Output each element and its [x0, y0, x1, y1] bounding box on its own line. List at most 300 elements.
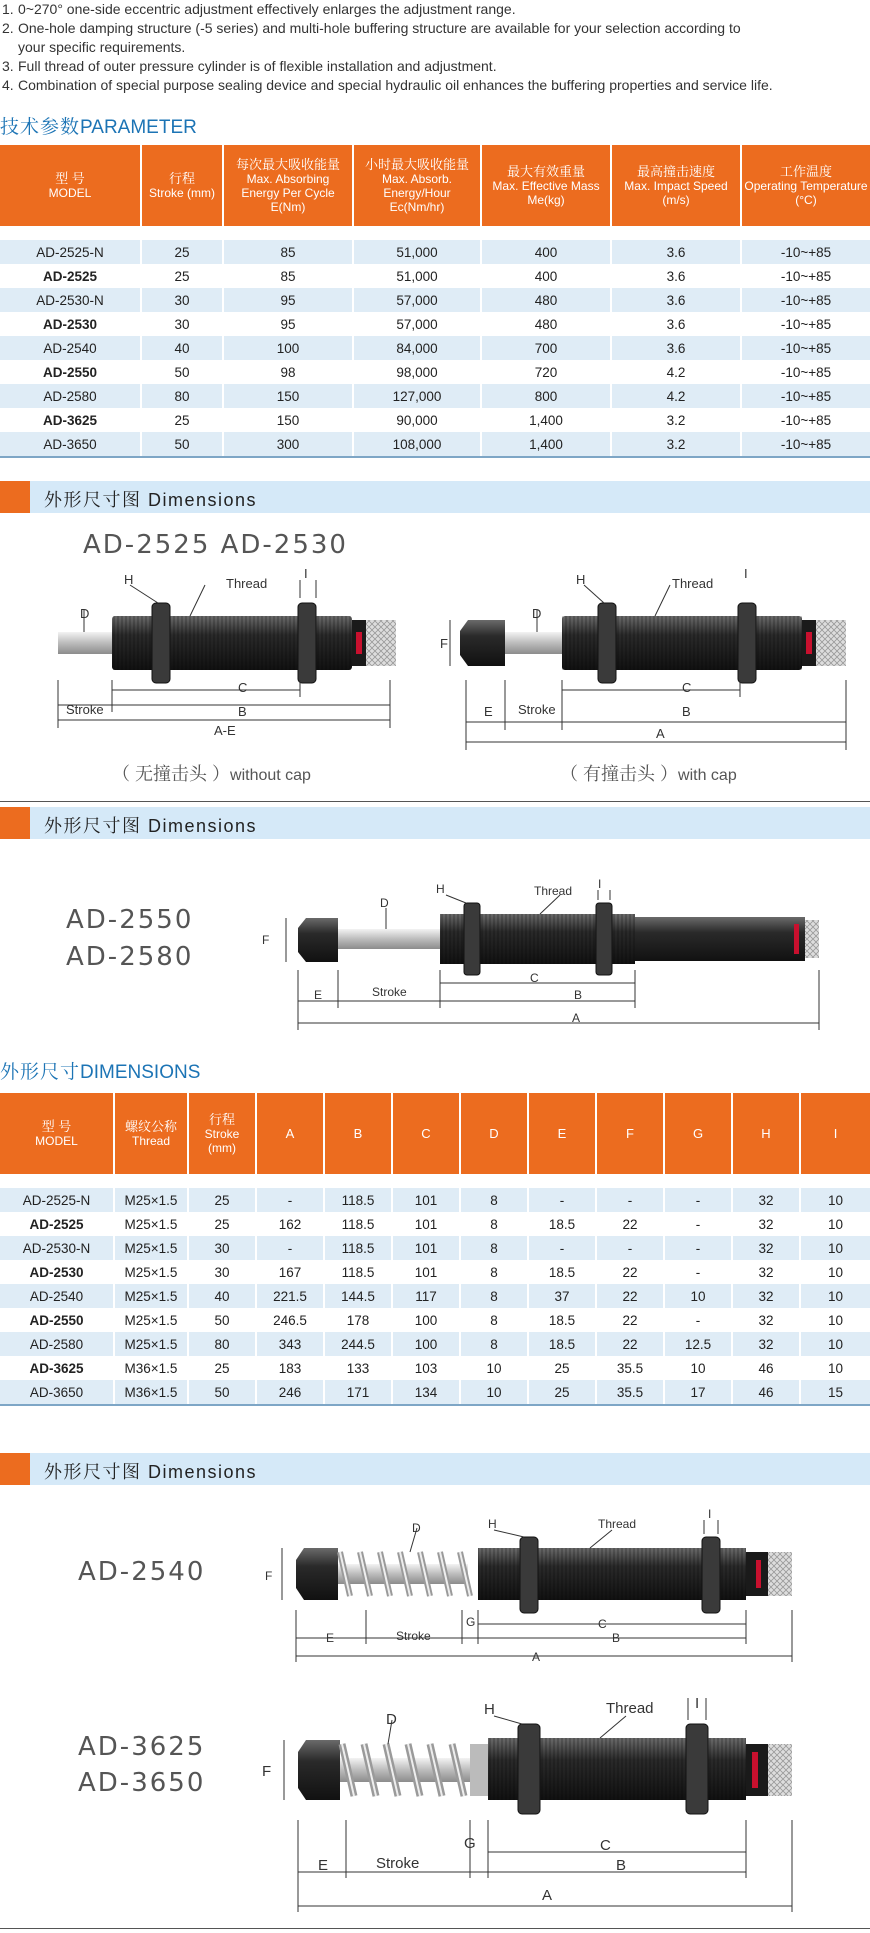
caption-without-cap-zh: （ 无撞击头 ） [112, 764, 231, 784]
column-header [528, 1093, 596, 1174]
feature-item [0, 57, 870, 76]
table-cell: 84,000 [353, 336, 481, 360]
column-header-en: MODEL [35, 1133, 78, 1148]
table-cell: 32 [732, 1236, 800, 1260]
label-f: F [265, 1569, 273, 1583]
table-cell: 244.5 [324, 1332, 392, 1356]
column-header [664, 1093, 732, 1174]
label-b: B [612, 1631, 621, 1645]
dimensions-band-label: 外形尺寸图 Dimensions [44, 1462, 258, 1482]
table-cell: 10 [800, 1284, 870, 1308]
label-i: I [598, 877, 602, 891]
label-a: A [542, 1887, 553, 1904]
table-cell: 10 [460, 1380, 528, 1405]
feature-list [0, 0, 870, 95]
table-cell: 12.5 [664, 1332, 732, 1356]
label-c: C [600, 1837, 611, 1854]
label-b: B [616, 1857, 627, 1874]
table-cell: 32 [732, 1332, 800, 1356]
table-cell: 95 [223, 312, 353, 336]
table-cell: 85 [223, 264, 353, 288]
table-cell: 100 [392, 1308, 460, 1332]
table-cell: 30 [188, 1236, 256, 1260]
table-cell: AD-2525 [0, 1212, 114, 1236]
table-cell: 50 [141, 360, 223, 384]
table-cell: AD-3650 [0, 432, 141, 457]
caption-without-cap-en: without cap [230, 767, 311, 784]
table-cell: 117 [392, 1284, 460, 1308]
table-cell: 150 [223, 408, 353, 432]
table-cell: 32 [732, 1212, 800, 1236]
table-cell: 25 [188, 1212, 256, 1236]
table-cell: - [664, 1308, 732, 1332]
table-cell: -10~+85 [741, 384, 870, 408]
table-row [0, 360, 870, 384]
parameter-title-zh: 技术参数 [0, 117, 81, 138]
table-row [0, 1284, 870, 1308]
table-cell: 32 [732, 1260, 800, 1284]
column-header [460, 1093, 528, 1174]
table-cell: 22 [596, 1332, 664, 1356]
dimensions-band-3 [0, 1453, 870, 1485]
table-cell: 3.6 [611, 264, 741, 288]
table-row [0, 408, 870, 432]
table-cell: -10~+85 [741, 360, 870, 384]
dimensions-band-label: 外形尺寸图 Dimensions [44, 490, 258, 510]
feature-item [0, 76, 870, 95]
table-row [0, 1332, 870, 1356]
table-cell: M25×1.5 [114, 1188, 188, 1212]
table-cell: 162 [256, 1212, 324, 1236]
table-cell: 127,000 [353, 384, 481, 408]
dimensions-title [0, 1057, 200, 1084]
table-cell: - [256, 1236, 324, 1260]
table-cell: - [256, 1188, 324, 1212]
label-b: B [682, 704, 691, 719]
table-cell: 183 [256, 1356, 324, 1380]
column-header-zh: 工作温度 [779, 163, 832, 179]
table-cell: 22 [596, 1284, 664, 1308]
table-cell: 10 [800, 1332, 870, 1356]
table-cell: M36×1.5 [114, 1380, 188, 1405]
table-cell: 30 [188, 1260, 256, 1284]
table-cell: 22 [596, 1260, 664, 1284]
table-cell: 480 [481, 288, 611, 312]
table-cell: M25×1.5 [114, 1236, 188, 1260]
table-row [0, 1212, 870, 1236]
table-cell: 25 [188, 1356, 256, 1380]
feature-text: Full thread of outer pressure cylinder is of flexible installation and adjustment. [18, 58, 497, 74]
table-cell: 720 [481, 360, 611, 384]
shock-with-cap [460, 603, 846, 683]
table-cell: 246 [256, 1380, 324, 1405]
table-cell: 144.5 [324, 1284, 392, 1308]
table-cell: 1,400 [481, 408, 611, 432]
column-header-zh: 行程 [208, 1111, 235, 1127]
table-cell: 101 [392, 1188, 460, 1212]
table-cell: 10 [460, 1356, 528, 1380]
table-row [0, 1308, 870, 1332]
column-header-en: Max. Absorbing Energy Per Cycle E(Nm) [241, 171, 335, 214]
label-e: E [484, 704, 493, 719]
label-i: I [744, 566, 748, 581]
table-cell: 108,000 [353, 432, 481, 457]
label-thread: Thread [606, 1700, 654, 1717]
table-cell: -10~+85 [741, 288, 870, 312]
label-g: G [464, 1835, 476, 1852]
table-cell: 800 [481, 384, 611, 408]
diagram-ad2550-2580 [0, 875, 870, 1035]
table-cell: AD-3625 [0, 408, 141, 432]
feature-number: 1. [2, 1, 14, 17]
table-cell: AD-3650 [0, 1380, 114, 1405]
column-header-en: C [421, 1125, 431, 1141]
table-cell: 4.2 [611, 384, 741, 408]
table-cell: - [596, 1188, 664, 1212]
table-cell: AD-2525 [0, 264, 141, 288]
table-cell: 101 [392, 1260, 460, 1284]
table-cell: 8 [460, 1332, 528, 1356]
table-cell: 30 [141, 288, 223, 312]
column-header-zh: 每次最大吸收能量 [235, 156, 340, 172]
band-marker [0, 481, 30, 513]
label-c: C [238, 680, 248, 695]
table-cell: 85 [223, 240, 353, 264]
label-stroke: Stroke [66, 702, 104, 717]
column-header-en: I [833, 1125, 838, 1141]
column-header [141, 145, 223, 226]
column-header-en: D [489, 1125, 499, 1141]
table-row [0, 432, 870, 457]
table-cell: AD-2525-N [0, 1188, 114, 1212]
table-cell: AD-2540 [0, 336, 141, 360]
table-cell: 37 [528, 1284, 596, 1308]
table-cell: -10~+85 [741, 240, 870, 264]
label-ae: A-E [214, 723, 236, 738]
table-cell: AD-2530-N [0, 288, 141, 312]
table-cell: 118.5 [324, 1236, 392, 1260]
column-header [188, 1093, 256, 1174]
label-a: A [532, 1650, 541, 1664]
label-thread: Thread [598, 1517, 637, 1531]
feature-item [0, 19, 870, 38]
column-header [353, 145, 481, 226]
label-h: H [484, 1701, 495, 1718]
caption-without-cap [112, 760, 311, 786]
label-i: I [695, 1695, 700, 1712]
table-cell: 32 [732, 1188, 800, 1212]
table-cell: 25 [141, 408, 223, 432]
dimensions-table [0, 1093, 870, 1406]
table-cell: 18.5 [528, 1308, 596, 1332]
label-f: F [440, 636, 448, 651]
table-cell: -10~+85 [741, 336, 870, 360]
table-cell: 25 [528, 1356, 596, 1380]
table-cell: 118.5 [324, 1212, 392, 1236]
feature-item [0, 38, 870, 57]
table-cell: 246.5 [256, 1308, 324, 1332]
table-cell: 8 [460, 1236, 528, 1260]
table-cell: 133 [324, 1356, 392, 1380]
label-thread: Thread [226, 576, 268, 591]
table-cell: 8 [460, 1260, 528, 1284]
dimensions-band-2 [0, 807, 870, 839]
table-cell: - [596, 1236, 664, 1260]
table-cell: 118.5 [324, 1260, 392, 1284]
table-cell: -10~+85 [741, 312, 870, 336]
table-row [0, 264, 870, 288]
table-cell: 80 [188, 1332, 256, 1356]
label-h: H [488, 1517, 497, 1531]
column-header [611, 145, 741, 226]
table-cell: 3.2 [611, 432, 741, 457]
table-cell: 40 [141, 336, 223, 360]
table-cell: 25 [141, 264, 223, 288]
shock-without-cap [58, 603, 396, 683]
table-cell: -10~+85 [741, 264, 870, 288]
table-cell: 51,000 [353, 240, 481, 264]
diagram4-model2: AD-3650 [78, 1768, 206, 1798]
table-cell: 95 [223, 288, 353, 312]
table-cell: 103 [392, 1356, 460, 1380]
column-header [0, 145, 141, 226]
table-row [0, 1356, 870, 1380]
column-header-en: E [557, 1125, 567, 1141]
label-c: C [530, 971, 539, 985]
table-cell: 8 [460, 1188, 528, 1212]
caption-with-cap-zh: （ 有撞击头 ） [560, 764, 679, 784]
table-cell: 18.5 [528, 1260, 596, 1284]
table-cell: 98 [223, 360, 353, 384]
label-e: E [326, 1631, 335, 1645]
table-cell: M25×1.5 [114, 1284, 188, 1308]
feature-text: your specific requirements. [18, 39, 186, 55]
table-cell: 343 [256, 1332, 324, 1356]
column-header [223, 145, 353, 226]
table-cell: - [664, 1236, 732, 1260]
table-cell: 4.2 [611, 360, 741, 384]
table-cell: 18.5 [528, 1212, 596, 1236]
diagram4-model1: AD-3625 [78, 1732, 206, 1762]
column-header-en: Max. Effective Mass Me(kg) [492, 178, 600, 207]
table-cell: 8 [460, 1212, 528, 1236]
column-header-en: A [285, 1125, 295, 1141]
table-cell: 8 [460, 1284, 528, 1308]
table-cell: 10 [800, 1356, 870, 1380]
table-cell: 35.5 [596, 1356, 664, 1380]
feature-item [0, 0, 870, 19]
table-cell: 10 [800, 1188, 870, 1212]
table-cell: 50 [188, 1380, 256, 1405]
label-thread: Thread [672, 576, 714, 591]
caption-with-cap [560, 760, 737, 786]
diagram3-model: AD-2540 [78, 1557, 206, 1587]
table-cell: 700 [481, 336, 611, 360]
table-cell: 32 [732, 1284, 800, 1308]
table-cell: 150 [223, 384, 353, 408]
label-h: H [124, 572, 134, 587]
column-header-en: H [761, 1125, 771, 1141]
label-a: A [572, 1011, 581, 1025]
table-cell: 35.5 [596, 1380, 664, 1405]
table-cell: 134 [392, 1380, 460, 1405]
table-cell: AD-2525-N [0, 240, 141, 264]
column-header [596, 1093, 664, 1174]
table-cell: 221.5 [256, 1284, 324, 1308]
table-cell: 90,000 [353, 408, 481, 432]
table-cell: 400 [481, 240, 611, 264]
table-cell: 3.6 [611, 336, 741, 360]
label-stroke: Stroke [396, 1629, 431, 1643]
label-c: C [598, 1617, 607, 1631]
column-header-en: G [692, 1125, 704, 1141]
table-cell: AD-2580 [0, 384, 141, 408]
label-c: C [682, 680, 692, 695]
table-cell: M25×1.5 [114, 1260, 188, 1284]
table-cell: 40 [188, 1284, 256, 1308]
table-cell: 57,000 [353, 288, 481, 312]
label-b: B [238, 704, 247, 719]
column-header-en: F [626, 1125, 634, 1141]
table-cell: 10 [800, 1236, 870, 1260]
table-cell: 32 [732, 1308, 800, 1332]
feature-number: 4. [2, 77, 14, 93]
column-header [256, 1093, 324, 1174]
table-cell: 25 [188, 1188, 256, 1212]
table-cell: 1,400 [481, 432, 611, 457]
table-cell: 101 [392, 1212, 460, 1236]
shock-2550 [298, 903, 819, 975]
label-stroke: Stroke [372, 985, 407, 999]
table-cell: AD-2550 [0, 1308, 114, 1332]
column-header-zh: 型 号 [55, 170, 85, 186]
diagram-ad2525-2530 [0, 560, 870, 760]
column-header-en: Thread [131, 1133, 171, 1148]
table-cell: 300 [223, 432, 353, 457]
label-h: H [436, 882, 445, 896]
table-cell: M25×1.5 [114, 1308, 188, 1332]
label-d: D [80, 606, 90, 621]
table-cell: M25×1.5 [114, 1332, 188, 1356]
table-cell: 50 [141, 432, 223, 457]
table-row [0, 312, 870, 336]
column-header-zh: 螺纹公称 [124, 1118, 177, 1134]
table-row [0, 1236, 870, 1260]
diagram1-models: AD-2525 AD-2530 [83, 530, 348, 560]
band-marker [0, 807, 30, 839]
table-cell: 171 [324, 1380, 392, 1405]
table-cell: 167 [256, 1260, 324, 1284]
table-cell: 118.5 [324, 1188, 392, 1212]
table-cell: M36×1.5 [114, 1356, 188, 1380]
table-cell: 3.2 [611, 408, 741, 432]
table-cell: AD-2550 [0, 360, 141, 384]
table-cell: -10~+85 [741, 408, 870, 432]
table-cell: 100 [392, 1332, 460, 1356]
label-d: D [380, 896, 389, 910]
label-stroke: Stroke [376, 1855, 420, 1872]
table-cell: 25 [528, 1380, 596, 1405]
column-header [324, 1093, 392, 1174]
table-cell: - [528, 1188, 596, 1212]
column-header-en: Stroke (mm) [149, 185, 215, 200]
table-cell: - [664, 1260, 732, 1284]
label-stroke: Stroke [518, 702, 556, 717]
label-f: F [262, 933, 270, 947]
label-e: E [314, 988, 323, 1002]
table-cell: -10~+85 [741, 432, 870, 457]
table-cell: AD-2540 [0, 1284, 114, 1308]
table-cell: 17 [664, 1380, 732, 1405]
parameter-title [0, 112, 197, 139]
table-cell: 22 [596, 1212, 664, 1236]
table-cell: AD-2530 [0, 1260, 114, 1284]
feature-text: Combination of special purpose sealing device and special hydraulic oil enhances the buffering properties and service life. [18, 77, 773, 93]
table-row [0, 1260, 870, 1284]
column-header-zh: 最大有效重量 [506, 163, 585, 179]
table-cell: 8 [460, 1308, 528, 1332]
label-a: A [656, 726, 665, 741]
label-thread: Thread [534, 884, 573, 898]
table-cell: 46 [732, 1380, 800, 1405]
table-cell: - [528, 1236, 596, 1260]
column-header [800, 1093, 870, 1174]
table-cell: AD-2580 [0, 1332, 114, 1356]
column-header [481, 145, 611, 226]
column-header-zh: 最高撞击速度 [636, 163, 715, 179]
label-d: D [532, 606, 542, 621]
table-cell: 480 [481, 312, 611, 336]
table-cell: 3.6 [611, 312, 741, 336]
table-cell: 3.6 [611, 288, 741, 312]
table-row [0, 1380, 870, 1405]
table-cell: 10 [800, 1212, 870, 1236]
label-e: E [318, 1857, 329, 1874]
label-b: B [574, 988, 583, 1002]
table-cell: M25×1.5 [114, 1212, 188, 1236]
table-cell: AD-2530-N [0, 1236, 114, 1260]
column-header [732, 1093, 800, 1174]
column-header-en: Max. Impact Speed (m/s) [624, 178, 728, 207]
table-cell: 80 [141, 384, 223, 408]
label-i: I [708, 1507, 712, 1521]
table-row [0, 1188, 870, 1212]
table-cell: 15 [800, 1380, 870, 1405]
table-cell: 98,000 [353, 360, 481, 384]
diagram2-model2: AD-2580 [66, 942, 194, 972]
column-header [0, 1093, 114, 1174]
table-cell: 178 [324, 1308, 392, 1332]
feature-number: 2. [2, 20, 14, 36]
feature-text: 0~270° one-side eccentric adjustment effectively enlarges the adjustment range. [18, 1, 516, 17]
feature-text: One-hole damping structure (-5 series) and multi-hole buffering structure are available for your selection according to [18, 20, 741, 36]
column-header [392, 1093, 460, 1174]
table-cell: 3.6 [611, 240, 741, 264]
label-f: F [262, 1763, 272, 1780]
column-header-zh: 行程 [168, 170, 195, 186]
table-cell: 18.5 [528, 1332, 596, 1356]
table-cell: 101 [392, 1236, 460, 1260]
table-cell: 51,000 [353, 264, 481, 288]
shock-3625 [298, 1724, 792, 1814]
divider-bottom [0, 1928, 870, 1929]
dimensions-band-1 [0, 481, 870, 513]
column-header-zh: 小时最大吸收能量 [364, 156, 469, 172]
table-cell: 46 [732, 1356, 800, 1380]
divider-1 [0, 801, 870, 802]
column-header [741, 145, 870, 226]
parameter-table [0, 145, 870, 458]
